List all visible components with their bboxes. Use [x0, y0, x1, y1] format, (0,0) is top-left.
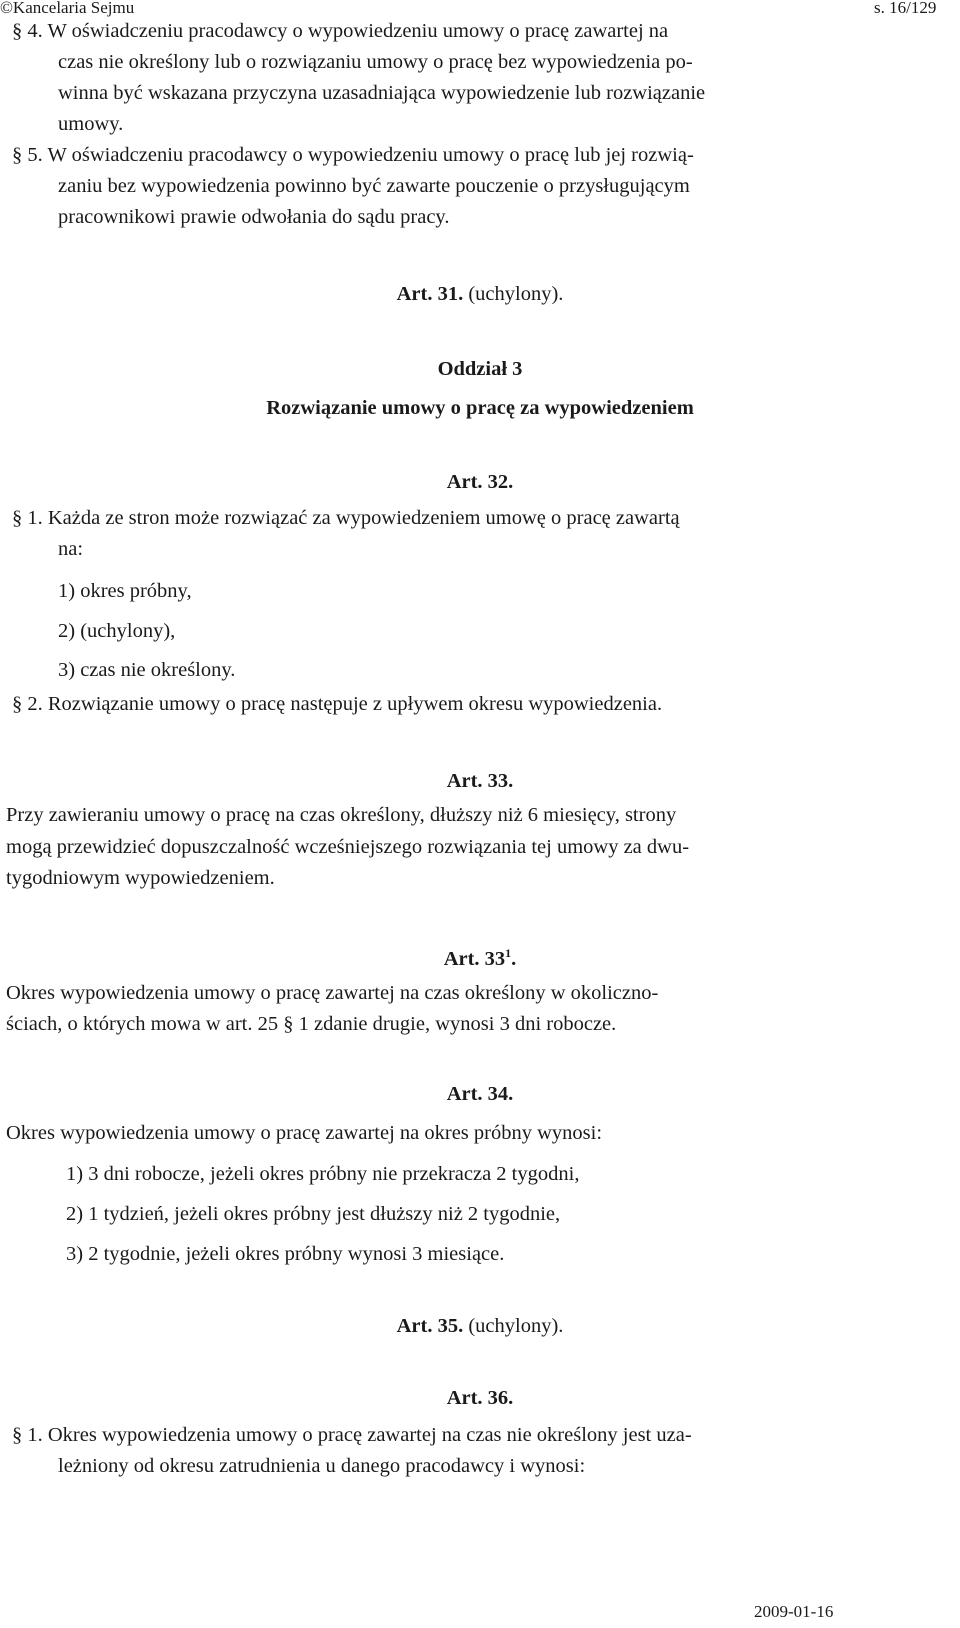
art331-superscript: 1	[505, 946, 512, 960]
header-source: ©Kancelaria Sejmu	[0, 0, 135, 17]
para5-line1: § 5. W oświadczeniu pracodawcy o wypowiedzeniu umowy o pracę lub jej rozwią-	[12, 144, 694, 166]
art33-line3: tygodniowym wypowiedzeniem.	[6, 867, 275, 889]
art32-p2: § 2. Rozwiązanie umowy o pracę następuje z upływem okresu wypowiedzenia.	[12, 693, 663, 715]
art34-heading: Art. 34.	[446, 1083, 514, 1105]
art36-line1: § 1. Okres wypowiedzenia umowy o pracę zawartej na czas nie określony jest uza-	[12, 1424, 692, 1446]
art32-item-2: 2) (uchylony),	[58, 620, 176, 642]
art331-line1: Okres wypowiedzenia umowy o pracę zawartej na czas określony w okoliczno-	[6, 982, 659, 1004]
para4-line1: § 4. W oświadczeniu pracodawcy o wypowiedzeniu umowy o pracę zawartej na	[12, 20, 669, 42]
para4-line2: czas nie określony lub o rozwiązaniu umowy o pracę bez wypowiedzenia po-	[58, 51, 693, 73]
art31-heading	[0, 283, 960, 306]
para4-line3: winna być wskazana przyczyna uzasadniająca wypowiedzenie lub rozwiązanie	[58, 82, 706, 104]
art36-heading: Art. 36.	[446, 1387, 514, 1409]
art331-line2: ściach, o których mowa w art. 25 § 1 zdanie drugie, wynosi 3 dni robocze.	[6, 1013, 617, 1035]
art35-text: (uchylony).	[463, 1315, 564, 1337]
art331-dot: .	[511, 947, 517, 970]
art32-p1-line2: na:	[58, 538, 84, 560]
art34-intro: Okres wypowiedzenia umowy o pracę zawartej na okres próbny wynosi:	[6, 1122, 603, 1144]
art35-label: Art. 35.	[396, 1315, 464, 1337]
para5-line3: pracownikowi prawie odwołania do sądu pracy.	[58, 206, 450, 228]
para5-line2: zaniu bez wypowiedzenia powinno być zawarte pouczenie o przysługującym	[58, 175, 690, 197]
art31-text: (uchylony).	[463, 283, 564, 305]
art34-item-2: 2) 1 tydzień, jeżeli okres próbny jest dłuższy niż 2 tygodnie,	[66, 1203, 561, 1225]
art36-line2: leżniony od okresu zatrudnienia u danego pracodawcy i wynosi:	[58, 1455, 586, 1477]
art35-heading	[0, 1315, 960, 1338]
art34-item-1: 1) 3 dni robocze, jeżeli okres próbny nie przekracza 2 tygodni,	[66, 1163, 580, 1185]
art33-line1: Przy zawieraniu umowy o pracę na czas określony, dłuższy niż 6 miesięcy, strony	[6, 804, 677, 826]
art34-item-3: 3) 2 tygodnie, jeżeli okres próbny wynosi 3 miesiące.	[66, 1243, 505, 1265]
footer-date: 2009-01-16	[754, 1602, 834, 1621]
art32-item-1: 1) okres próbny,	[58, 580, 192, 602]
art31-label: Art. 31.	[396, 283, 464, 305]
section-title: Oddział 3	[437, 358, 523, 380]
header-page-number: s. 16/129	[874, 0, 937, 17]
art33-line2: mogą przewidzieć dopuszczalność wcześniejszego rozwiązania tej umowy za dwu-	[6, 836, 690, 858]
art33-heading: Art. 33.	[446, 770, 514, 792]
art331-label: Art. 33	[443, 947, 506, 970]
art32-p1-line1: § 1. Każda ze stron może rozwiązać za wypowiedzeniem umowę o pracę zawartą	[12, 507, 680, 529]
section-subtitle: Rozwiązanie umowy o pracę za wypowiedzeniem	[266, 397, 694, 419]
art32-item-3: 3) czas nie określony.	[58, 659, 236, 681]
para4-line4: umowy.	[58, 113, 124, 135]
art32-heading: Art. 32.	[446, 471, 514, 493]
art331-heading	[0, 946, 960, 971]
